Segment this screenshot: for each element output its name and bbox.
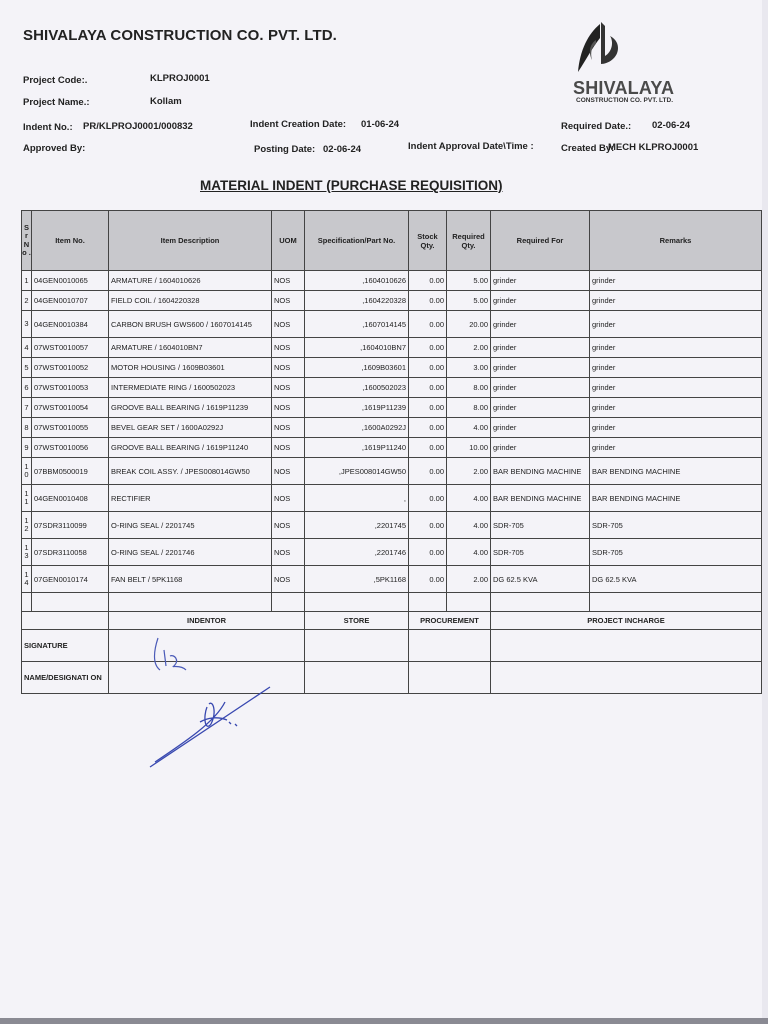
col-header-remarks: Remarks bbox=[590, 211, 762, 271]
blank-cell bbox=[305, 593, 409, 612]
cell-spec: ,1604010BN7 bbox=[305, 338, 409, 358]
project-code-label: Project Code:. bbox=[23, 75, 88, 86]
cell-remarks: grinder bbox=[590, 418, 762, 438]
cell-description: ARMATURE / 1604010BN7 bbox=[109, 338, 272, 358]
cell-item-no: 07GEN0010174 bbox=[32, 566, 109, 593]
cell-sno: 8 bbox=[22, 418, 32, 438]
cell-stock: 0.00 bbox=[409, 291, 447, 311]
cell-item-no: 04GEN0010408 bbox=[32, 485, 109, 512]
cell-description: O-RING SEAL / 2201745 bbox=[109, 512, 272, 539]
cell-sno: 4 bbox=[22, 338, 32, 358]
table-row bbox=[22, 512, 762, 539]
cell-required-for: BAR BENDING MACHINE bbox=[491, 485, 590, 512]
store-signature-cell bbox=[305, 630, 409, 662]
cell-sno: 9 bbox=[22, 438, 32, 458]
cell-stock: 0.00 bbox=[409, 398, 447, 418]
indentor-handwritten-signature bbox=[140, 620, 210, 680]
cell-uom: NOS bbox=[272, 398, 305, 418]
cell-required-for: SDR-705 bbox=[491, 539, 590, 566]
cell-required-qty: 4.00 bbox=[447, 539, 491, 566]
cell-item-no: 04GEN0010065 bbox=[32, 271, 109, 291]
signoff-header-row bbox=[22, 612, 762, 630]
col-header-stock: Stock Qty. bbox=[409, 211, 447, 271]
cell-required-for: BAR BENDING MACHINE bbox=[491, 458, 590, 485]
indent-creation-date: 01-06-24 bbox=[361, 119, 400, 130]
cell-sno: 2 bbox=[22, 291, 32, 311]
created-by-value: MECH KLPROJ0001 bbox=[608, 142, 699, 153]
cell-stock: 0.00 bbox=[409, 539, 447, 566]
cell-sno: 1 3 bbox=[22, 539, 32, 566]
cell-stock: 0.00 bbox=[409, 338, 447, 358]
cell-description: GROOVE BALL BEARING / 1619P11240 bbox=[109, 438, 272, 458]
cell-description: FAN BELT / 5PK1168 bbox=[109, 566, 272, 593]
cell-item-no: 04GEN0010384 bbox=[32, 311, 109, 338]
cell-spec: ,1600502023 bbox=[305, 378, 409, 398]
cell-item-no: 07SDR3110099 bbox=[32, 512, 109, 539]
cell-stock: 0.00 bbox=[409, 512, 447, 539]
cell-required-qty: 8.00 bbox=[447, 398, 491, 418]
cell-uom: NOS bbox=[272, 271, 305, 291]
cell-remarks: grinder bbox=[590, 311, 762, 338]
blank-cell bbox=[409, 593, 447, 612]
posting-date-label: Posting Date: bbox=[254, 144, 316, 155]
cell-stock: 0.00 bbox=[409, 485, 447, 512]
cell-description: ARMATURE / 1604010626 bbox=[109, 271, 272, 291]
cell-spec: ,1604220328 bbox=[305, 291, 409, 311]
signoff-procurement-header: PROCUREMENT bbox=[409, 612, 491, 630]
project-incharge-signature-cell bbox=[491, 630, 762, 662]
cell-sno: 3 bbox=[22, 311, 32, 338]
table-row bbox=[22, 418, 762, 438]
cell-required-for: grinder bbox=[491, 378, 590, 398]
cell-required-qty: 4.00 bbox=[447, 418, 491, 438]
name-designation-row bbox=[22, 662, 762, 694]
cell-stock: 0.00 bbox=[409, 378, 447, 398]
signature-row bbox=[22, 630, 762, 662]
table-row bbox=[22, 438, 762, 458]
cell-spec: , bbox=[305, 485, 409, 512]
cell-required-qty: 4.00 bbox=[447, 512, 491, 539]
blank-cell bbox=[447, 593, 491, 612]
cell-stock: 0.00 bbox=[409, 271, 447, 291]
blank-row bbox=[22, 593, 762, 612]
cell-remarks: SDR-705 bbox=[590, 539, 762, 566]
cell-description: INTERMEDIATE RING / 1600502023 bbox=[109, 378, 272, 398]
cell-sno: 5 bbox=[22, 358, 32, 378]
cell-remarks: grinder bbox=[590, 398, 762, 418]
cell-description: BREAK COIL ASSY. / JPES008014GW50 bbox=[109, 458, 272, 485]
cell-required-for: grinder bbox=[491, 338, 590, 358]
cell-required-for: grinder bbox=[491, 271, 590, 291]
cell-uom: NOS bbox=[272, 438, 305, 458]
cell-required-for: grinder bbox=[491, 398, 590, 418]
cell-sno: 7 bbox=[22, 398, 32, 418]
cell-spec: ,1600A0292J bbox=[305, 418, 409, 438]
cell-remarks: grinder bbox=[590, 378, 762, 398]
cell-required-for: SDR-705 bbox=[491, 512, 590, 539]
table-row bbox=[22, 485, 762, 512]
cell-description: BEVEL GEAR SET / 1600A0292J bbox=[109, 418, 272, 438]
cell-uom: NOS bbox=[272, 485, 305, 512]
cell-spec: ,1619P11239 bbox=[305, 398, 409, 418]
cell-spec: ,JPES008014GW50 bbox=[305, 458, 409, 485]
col-header-required-for: Required For bbox=[491, 211, 590, 271]
cell-sno: 1 0 bbox=[22, 458, 32, 485]
cell-required-for: DG 62.5 KVA bbox=[491, 566, 590, 593]
col-header-description: Item Description bbox=[109, 211, 272, 271]
cell-spec: ,1619P11240 bbox=[305, 438, 409, 458]
col-header-spec: Specification/Part No. bbox=[305, 211, 409, 271]
cell-spec: ,1607014145 bbox=[305, 311, 409, 338]
cell-stock: 0.00 bbox=[409, 358, 447, 378]
cell-stock: 0.00 bbox=[409, 566, 447, 593]
table-header-row bbox=[22, 211, 762, 271]
cell-uom: NOS bbox=[272, 378, 305, 398]
table-row bbox=[22, 311, 762, 338]
cell-remarks: grinder bbox=[590, 438, 762, 458]
table-row bbox=[22, 358, 762, 378]
cell-uom: NOS bbox=[272, 418, 305, 438]
cell-uom: NOS bbox=[272, 291, 305, 311]
logo-subtitle: CONSTRUCTION CO. PVT. LTD. bbox=[576, 97, 674, 104]
procurement-signature-cell bbox=[409, 630, 491, 662]
cell-item-no: 04GEN0010707 bbox=[32, 291, 109, 311]
logo-wordmark: SHIVALAYA bbox=[573, 78, 675, 98]
cell-item-no: 07WST0010055 bbox=[32, 418, 109, 438]
cell-spec: ,2201746 bbox=[305, 539, 409, 566]
cell-stock: 0.00 bbox=[409, 311, 447, 338]
cell-required-qty: 4.00 bbox=[447, 485, 491, 512]
cell-description: GROOVE BALL BEARING / 1619P11239 bbox=[109, 398, 272, 418]
cell-stock: 0.00 bbox=[409, 418, 447, 438]
cell-uom: NOS bbox=[272, 458, 305, 485]
cell-uom: NOS bbox=[272, 539, 305, 566]
blank-cell bbox=[272, 593, 305, 612]
cell-spec: ,1609B03601 bbox=[305, 358, 409, 378]
cell-required-qty: 8.00 bbox=[447, 378, 491, 398]
project-code-value: KLPROJ0001 bbox=[150, 73, 210, 84]
cell-item-no: 07BBM0500019 bbox=[32, 458, 109, 485]
cell-sno: 6 bbox=[22, 378, 32, 398]
cell-uom: NOS bbox=[272, 338, 305, 358]
cell-item-no: 07WST0010057 bbox=[32, 338, 109, 358]
table-row bbox=[22, 338, 762, 358]
cell-remarks: grinder bbox=[590, 291, 762, 311]
cell-item-no: 07SDR3110058 bbox=[32, 539, 109, 566]
cell-sno: 1 1 bbox=[22, 485, 32, 512]
cell-sno: 1 bbox=[22, 271, 32, 291]
cell-required-qty: 2.00 bbox=[447, 338, 491, 358]
approver-handwritten-signature bbox=[145, 682, 280, 777]
cell-required-for: grinder bbox=[491, 291, 590, 311]
cell-required-qty: 3.00 bbox=[447, 358, 491, 378]
cell-uom: NOS bbox=[272, 358, 305, 378]
cell-uom: NOS bbox=[272, 512, 305, 539]
signoff-project-incharge-header: PROJECT INCHARGE bbox=[491, 612, 762, 630]
cell-stock: 0.00 bbox=[409, 438, 447, 458]
table-row bbox=[22, 271, 762, 291]
indent-no-value: PR/KLPROJ0001/000832 bbox=[83, 121, 193, 132]
signoff-indentor-header: INDENTOR bbox=[109, 612, 305, 630]
col-header-item-no: Item No. bbox=[32, 211, 109, 271]
signoff-blank-header bbox=[22, 612, 109, 630]
signoff-store-header: STORE bbox=[305, 612, 409, 630]
cell-remarks: BAR BENDING MACHINE bbox=[590, 458, 762, 485]
blank-cell bbox=[109, 593, 272, 612]
cell-required-for: grinder bbox=[491, 311, 590, 338]
col-header-required-qty: Required Qty. bbox=[447, 211, 491, 271]
cell-spec: ,2201745 bbox=[305, 512, 409, 539]
cell-description: FIELD COIL / 1604220328 bbox=[109, 291, 272, 311]
shivalaya-logo-icon bbox=[574, 20, 626, 76]
required-date-value: 02-06-24 bbox=[652, 120, 691, 131]
cell-remarks: grinder bbox=[590, 271, 762, 291]
col-header-sno: S r N o . bbox=[22, 211, 32, 271]
cell-required-qty: 2.00 bbox=[447, 566, 491, 593]
project-name-label: Project Name.: bbox=[23, 97, 90, 108]
cell-required-qty: 2.00 bbox=[447, 458, 491, 485]
indent-table bbox=[21, 210, 762, 694]
cell-required-qty: 10.00 bbox=[447, 438, 491, 458]
cell-uom: NOS bbox=[272, 566, 305, 593]
table-row bbox=[22, 378, 762, 398]
cell-description: RECTIFIER bbox=[109, 485, 272, 512]
project-name-value: Kollam bbox=[150, 96, 182, 107]
cell-uom: NOS bbox=[272, 311, 305, 338]
table-row bbox=[22, 458, 762, 485]
cell-required-qty: 5.00 bbox=[447, 271, 491, 291]
project-incharge-name-cell bbox=[491, 662, 762, 694]
cell-remarks: grinder bbox=[590, 338, 762, 358]
blank-cell bbox=[590, 593, 762, 612]
blank-cell bbox=[22, 593, 32, 612]
indent-no-label: Indent No.: bbox=[23, 122, 73, 133]
cell-sno: 1 4 bbox=[22, 566, 32, 593]
cell-description: MOTOR HOUSING / 1609B03601 bbox=[109, 358, 272, 378]
cell-remarks: BAR BENDING MACHINE bbox=[590, 485, 762, 512]
cell-item-no: 07WST0010056 bbox=[32, 438, 109, 458]
cell-spec: ,5PK1168 bbox=[305, 566, 409, 593]
cell-remarks: SDR-705 bbox=[590, 512, 762, 539]
cell-remarks: DG 62.5 KVA bbox=[590, 566, 762, 593]
indent-approval-label: Indent Approval Date\Time : bbox=[408, 141, 534, 152]
name-designation-label: NAME/DESIGNATI ON bbox=[22, 662, 109, 694]
approved-by-label: Approved By: bbox=[23, 143, 86, 154]
table-row bbox=[22, 398, 762, 418]
cell-item-no: 07WST0010052 bbox=[32, 358, 109, 378]
scan-bottom-edge bbox=[0, 1018, 768, 1024]
cell-description: CARBON BRUSH GWS600 / 1607014145 bbox=[109, 311, 272, 338]
table-row bbox=[22, 566, 762, 593]
table-row bbox=[22, 539, 762, 566]
document-title: MATERIAL INDENT (PURCHASE REQUISITION) bbox=[200, 178, 503, 193]
required-date-label: Required Date.: bbox=[561, 121, 632, 132]
company-name: SHIVALAYA CONSTRUCTION CO. PVT. LTD. bbox=[23, 27, 337, 44]
cell-remarks: grinder bbox=[590, 358, 762, 378]
cell-description: O-RING SEAL / 2201746 bbox=[109, 539, 272, 566]
blank-cell bbox=[32, 593, 109, 612]
cell-required-for: grinder bbox=[491, 438, 590, 458]
cell-required-for: grinder bbox=[491, 358, 590, 378]
indent-creation-label: Indent Creation Date: bbox=[250, 119, 347, 130]
blank-cell bbox=[491, 593, 590, 612]
cell-required-qty: 20.00 bbox=[447, 311, 491, 338]
procurement-name-cell bbox=[409, 662, 491, 694]
cell-item-no: 07WST0010053 bbox=[32, 378, 109, 398]
table-row bbox=[22, 291, 762, 311]
signature-label: SIGNATURE bbox=[22, 630, 109, 662]
col-header-uom: UOM bbox=[272, 211, 305, 271]
store-name-cell bbox=[305, 662, 409, 694]
cell-item-no: 07WST0010054 bbox=[32, 398, 109, 418]
cell-spec: ,1604010626 bbox=[305, 271, 409, 291]
cell-required-for: grinder bbox=[491, 418, 590, 438]
cell-required-qty: 5.00 bbox=[447, 291, 491, 311]
cell-sno: 1 2 bbox=[22, 512, 32, 539]
created-by-label: Created By: bbox=[561, 143, 615, 154]
cell-stock: 0.00 bbox=[409, 458, 447, 485]
posting-date-value: 02-06-24 bbox=[323, 144, 362, 155]
